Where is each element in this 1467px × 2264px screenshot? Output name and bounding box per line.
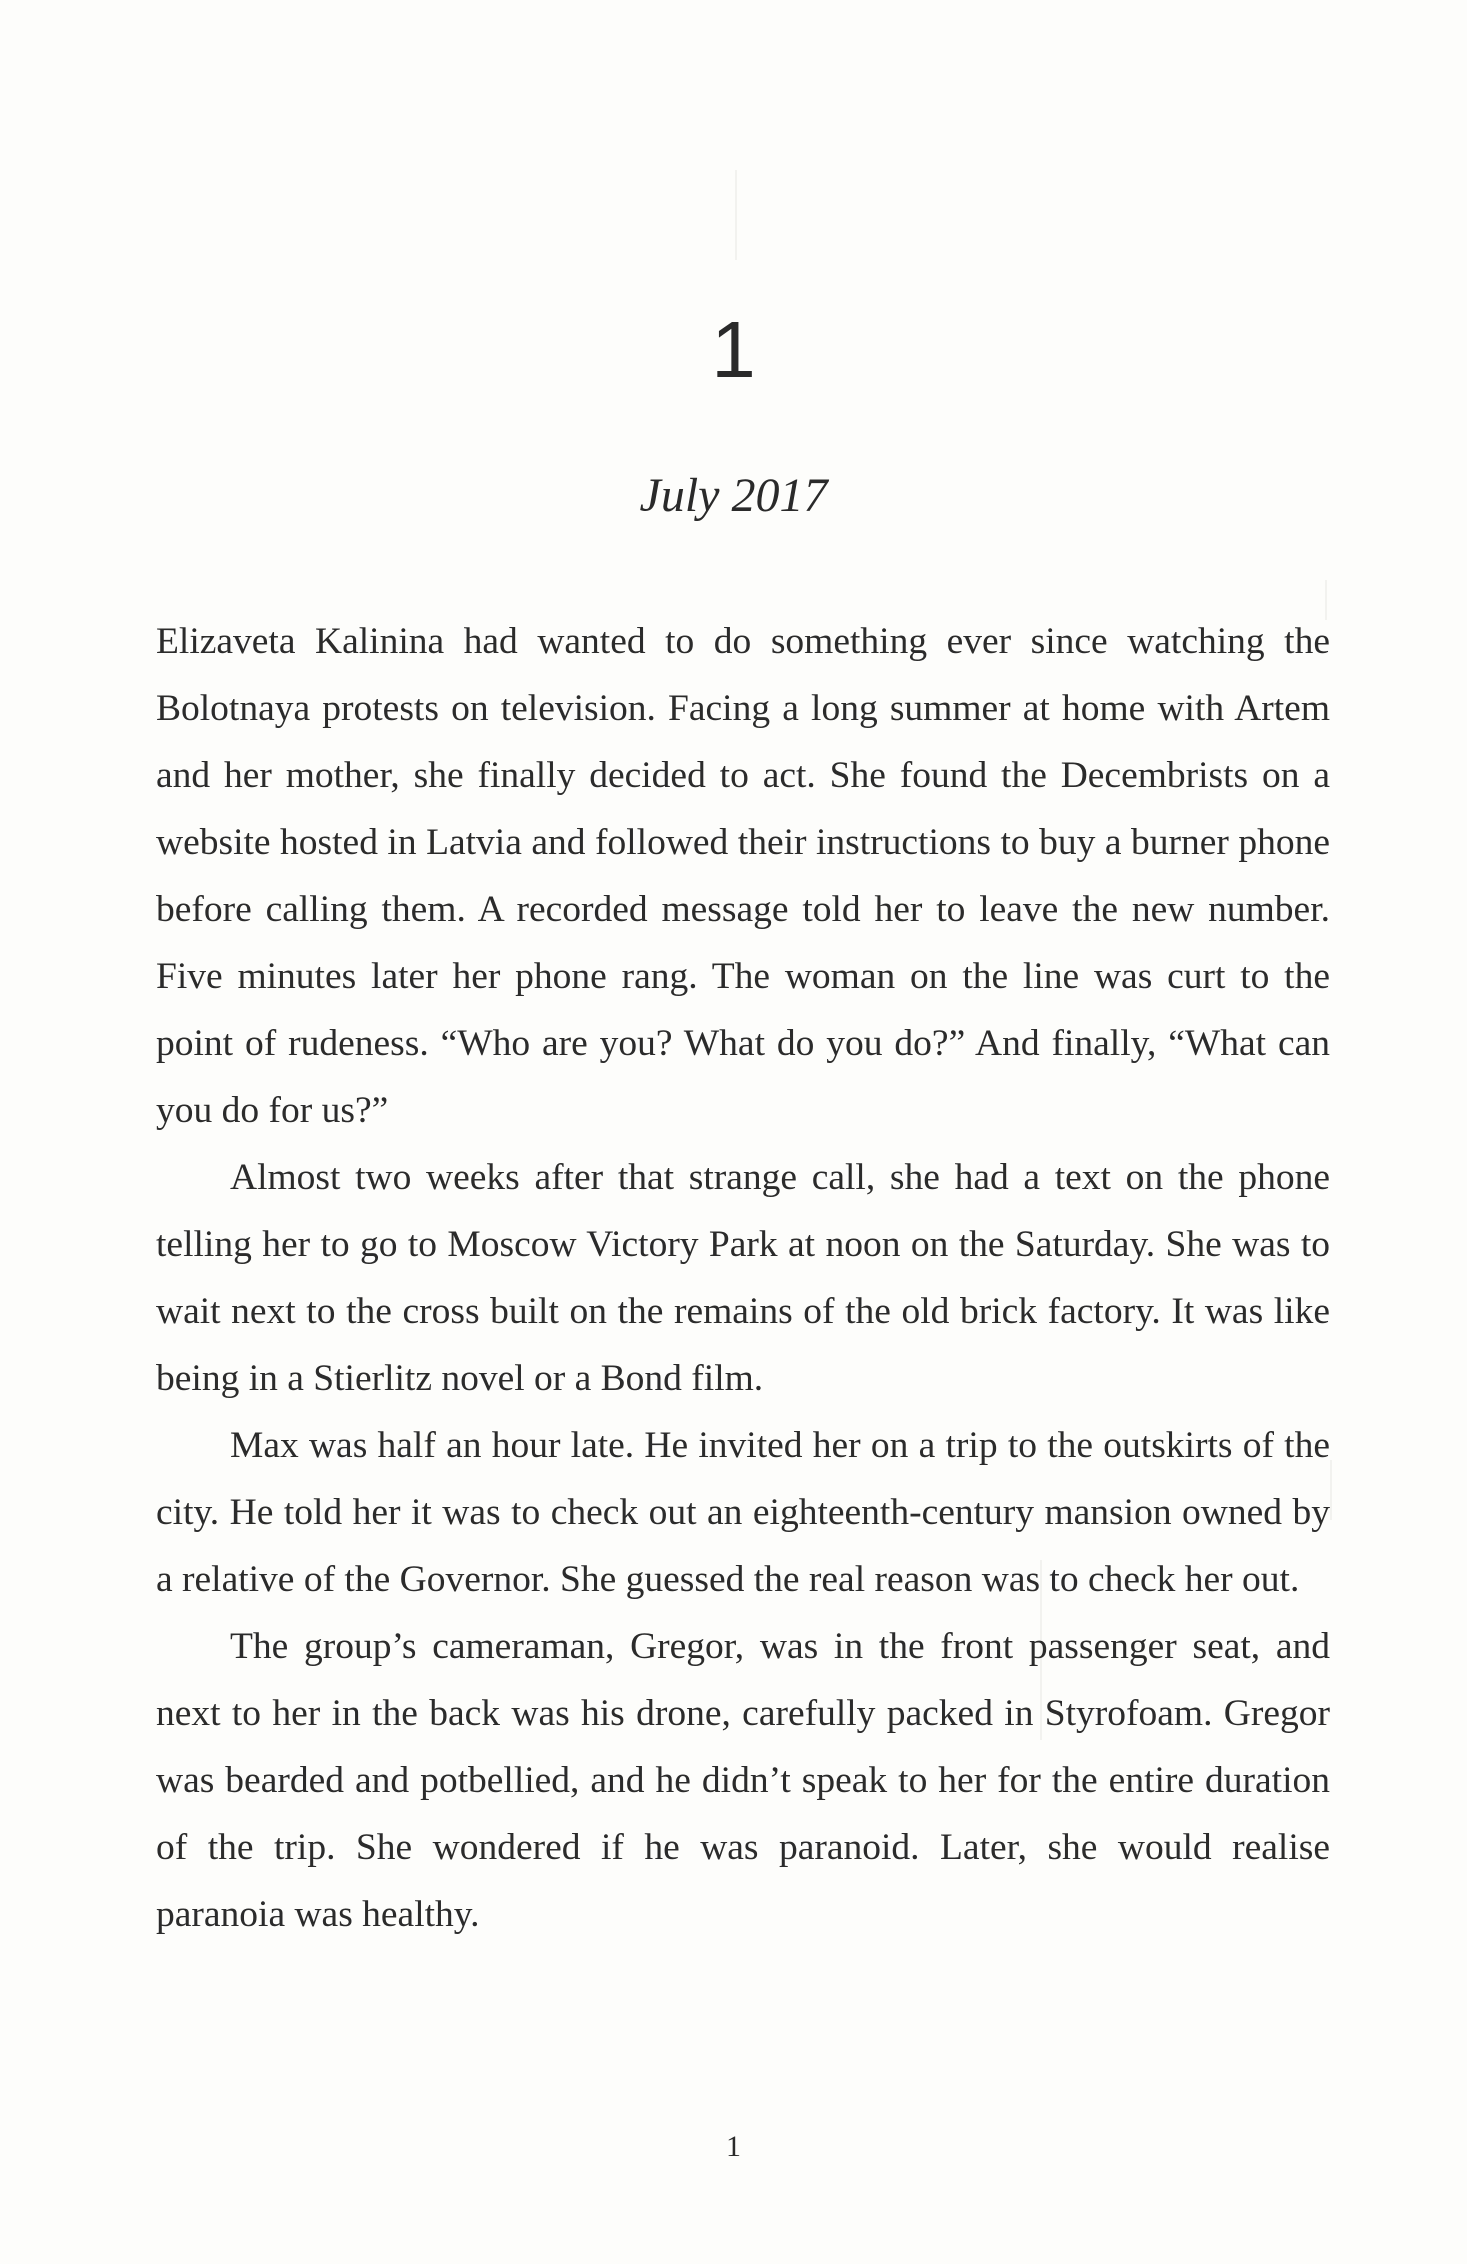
show-through-mark bbox=[735, 170, 737, 260]
chapter-body bbox=[156, 608, 1330, 1948]
paragraph: The group’s cameraman, Gregor, was in the front passenger seat, and next to her in the back was his drone, carefully packed in Styrofoam. Gregor was bearded and potbellied, and he didn’t speak to her for the entire duration of the trip. She wondered if he was paranoid. Later, she would realise paranoia was healthy. bbox=[156, 1626, 1330, 1935]
chapter-number: 1 bbox=[711, 305, 756, 394]
paragraph: Elizaveta Kalinina had wanted to do something ever since watching the Bolotnaya protests on television. Facing a long summer at home with Artem and her mother, she finally decided to act. She found the Decembrists on a website hosted in Latvia and followed their instructions to buy a burner phone before calling them. A recorded message told her to leave the new number. Five minutes later her phone rang. The woman on the line was curt to the point of rudeness. “Who are you? What do you do?” And finally, “What can you do for us?” bbox=[156, 621, 1330, 1131]
chapter-date: July 2017 bbox=[639, 469, 828, 522]
paragraph: Max was half an hour late. He invited her on a trip to the outskirts of the city. He told her it was to check out an eighteenth-century mansion owned by a relative of the Governor. She guessed the real reason was to check her out. bbox=[156, 1425, 1330, 1600]
page-number: 1 bbox=[726, 2130, 741, 2163]
show-through-mark bbox=[1330, 1460, 1332, 1520]
paragraph: Almost two weeks after that strange call, she had a text on the phone telling her to go to Moscow Victory Park at noon on the Saturday. She was to wait next to the cross built on the remains of the old brick factory. It was like being in a Stierlitz novel or a Bond film. bbox=[156, 1157, 1330, 1399]
